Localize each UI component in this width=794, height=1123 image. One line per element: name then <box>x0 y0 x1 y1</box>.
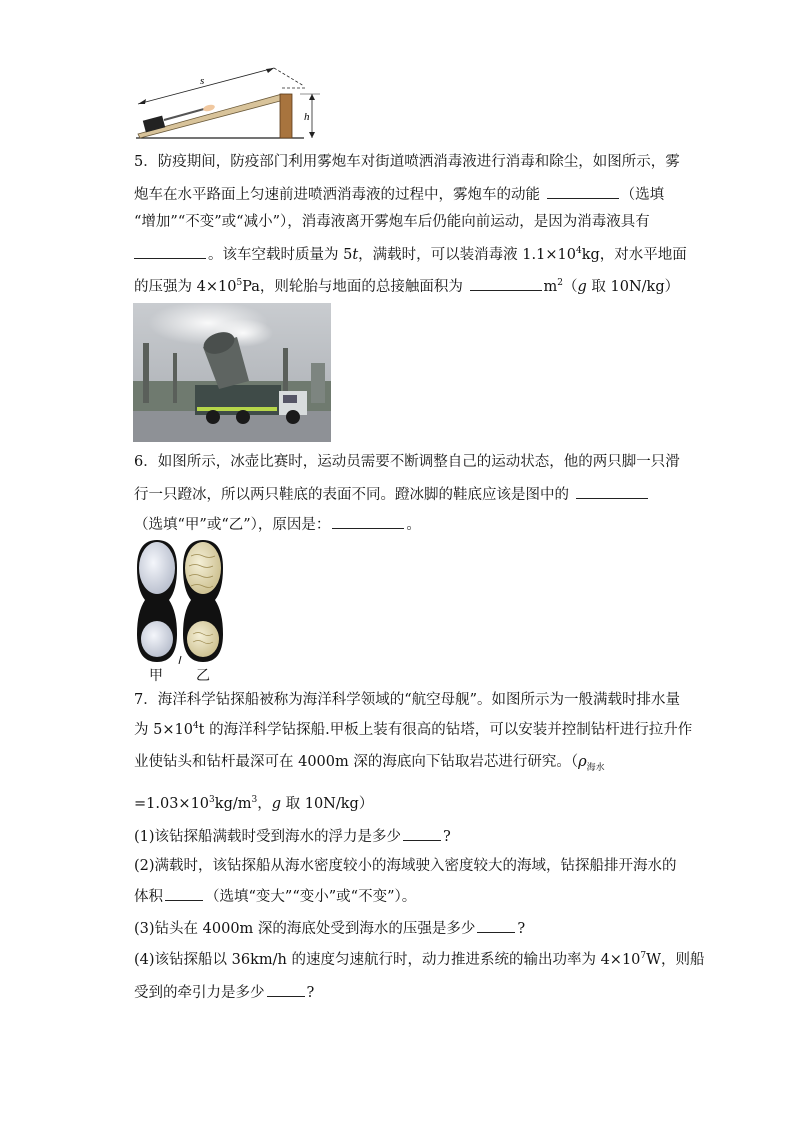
q5-line-2: 炮车在水平路面上匀速前进喷洒消毒液的过程中，雾炮车的动能 （选填 <box>134 184 664 205</box>
q7-part-4: (4)该钻探船以 36km/h 的速度匀速航行时，动力推进系统的输出功率为 $4\times 10^7W$，则船 <box>134 951 705 968</box>
q6-line-1: 6．如图所示，冰壶比赛时，运动员需要不断调整自己的运动状态，他的两只脚一只滑 <box>134 454 680 470</box>
q6-line-3: （选填“甲”或“乙”），原因是： 。 <box>134 514 421 535</box>
q7-blank-1[interactable] <box>403 826 441 841</box>
q7-line-1: 7．海洋科学钻探船被称为海洋科学领域的“航空母舰”。如图所示为一般满载时排水量 <box>134 692 681 708</box>
shoe-soles-figure <box>133 538 229 664</box>
q6-line-2: 行一只蹬冰，所以两只鞋底的表面不同。蹬冰脚的鞋底应该是图中的 <box>134 484 650 505</box>
sole-jia-heel <box>141 621 173 657</box>
q5-blank-3[interactable] <box>470 276 542 291</box>
fog-cannon-truck-photo <box>133 303 331 442</box>
q5-line-5: 的压强为 $4\times 10^5Pa$，则轮胎与地面的总接触面积为 $m^2(g$ 取 10N/kg） <box>134 276 679 297</box>
label-s: s <box>200 75 205 87</box>
q5-blank-1[interactable] <box>547 184 619 199</box>
q6-blank-1[interactable] <box>576 484 648 499</box>
q5-blank-2[interactable] <box>134 244 206 259</box>
q5-line-1: 5．防疫期间，防疫部门利用雾炮车对街道喷洒消毒液进行消毒和除尘，如图所示，雾 <box>134 154 680 170</box>
q7-blank-2[interactable] <box>165 886 203 901</box>
caption-jia: 甲 <box>149 668 163 684</box>
q7-part-2-cont: 体积 （选填“变大”“变小”或“不变”）。 <box>134 886 416 907</box>
q7-line-3: 业使钻头和钻杆最深可在 4000m 深的海底向下钻取岩芯进行研究。（$\rho_{海水}$ <box>134 754 605 773</box>
q7-part-3: (3)钻头在 4000m 深的海底处受到海水的压强是多少 ? <box>134 918 525 939</box>
q5-line-3: “增加”“不变”或“减小”），消毒液离开雾炮车后仍能向前运动，是因为消毒液具有 <box>134 214 650 230</box>
sole-jia-front <box>139 542 175 594</box>
label-h: h <box>304 111 310 123</box>
q7-line-2: 为 $5\times 10^4t$ 的海洋科学钻探船.甲板上装有很高的钻塔，可以安装并控制钻杆进行拉升作 <box>134 721 693 738</box>
q7-part-2: (2)满载时，该钻探船从海水密度较小的海域驶入密度较大的海域，钻探船排开海水的 <box>134 858 677 874</box>
q7-blank-4[interactable] <box>267 982 305 997</box>
q6-blank-2[interactable] <box>332 514 404 529</box>
q7-line-4: $=1.03\times 10^3kg/m^3$，g 取 10N/kg） <box>134 795 374 812</box>
q7-part-1: (1)该钻探船满载时受到海水的浮力是多少 ? <box>134 826 451 847</box>
q7-part-4-cont: 受到的牵引力是多少 ? <box>134 982 314 1003</box>
q7-blank-3[interactable] <box>477 918 515 933</box>
caption-yi: 乙 <box>196 668 210 684</box>
incline-figure <box>134 58 334 142</box>
q5-line-4: 。该车空载时质量为 5t，满载时，可以装消毒液 $1.1\times 10^4kg$，对水平地面 <box>134 244 687 265</box>
sole-yi-heel <box>187 621 219 657</box>
